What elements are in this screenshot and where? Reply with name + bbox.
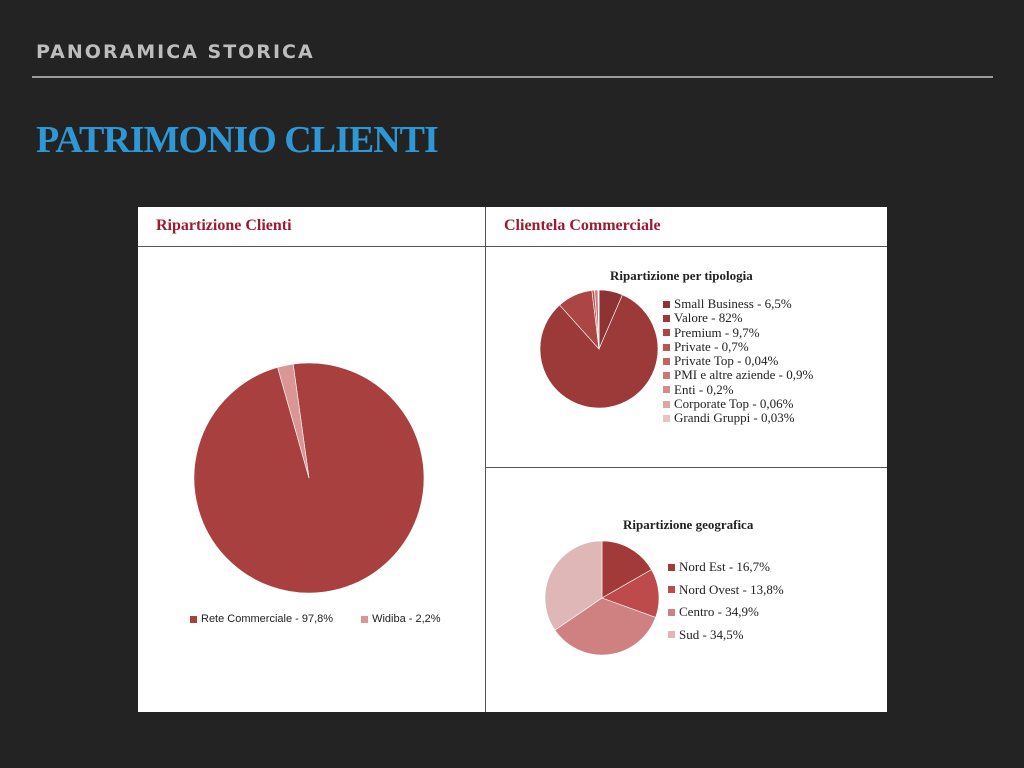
geografica-legend-label: Sud - 34,5% [679,626,744,642]
tipologia-legend-label: Private - 0,7% [674,338,749,354]
tipologia-legend-label: PMI e altre aziende - 0,9% [674,367,814,383]
right-panel-header: Clientela Commerciale [504,217,661,234]
header-divider [32,76,993,78]
tipologia-legend-label: Enti - 0,2% [674,381,734,397]
tipologia-legend-label: Private Top - 0,04% [674,353,779,369]
geografica-legend-swatch [668,609,675,616]
clienti-legend-label: Widiba - 2,2% [372,613,441,625]
geografica-chart-title: Ripartizione geografica [623,517,754,532]
tipologia-legend-label: Corporate Top - 0,06% [674,396,794,412]
tipologia-legend-label: Premium - 9,7% [674,324,760,340]
clienti-legend-label: Rete Commerciale - 97,8% [201,613,334,625]
geografica-legend-item [668,556,784,579]
tipologia-chart-title: Ripartizione per tipologia [610,268,753,283]
geografica-legend-swatch [668,586,675,593]
slide-title: PATRIMONIO CLIENTI [36,119,438,161]
tipologia-legend-label: Valore - 82% [674,310,743,326]
left-panel-header: Ripartizione Clienti [156,217,292,234]
geografica-legend-item [668,579,784,602]
geografica-legend-swatch [668,564,675,571]
geografica-legend-label: Nord Ovest - 13,8% [679,581,784,597]
section-kicker: PANORAMICA STORICA [36,41,315,63]
charts-panel [138,207,887,712]
tipologia-legend-label: Grandi Gruppi - 0,03% [674,410,795,426]
geografica-legend-label: Centro - 34,9% [679,604,759,620]
geografica-legend-item [668,624,784,647]
geografica-pie-legend [668,556,784,646]
geografica-legend-item [668,601,784,624]
geografica-legend-label: Nord Est - 16,7% [679,559,770,575]
geografica-legend-swatch [668,631,675,638]
tipologia-legend-label: Small Business - 6,5% [674,296,792,311]
